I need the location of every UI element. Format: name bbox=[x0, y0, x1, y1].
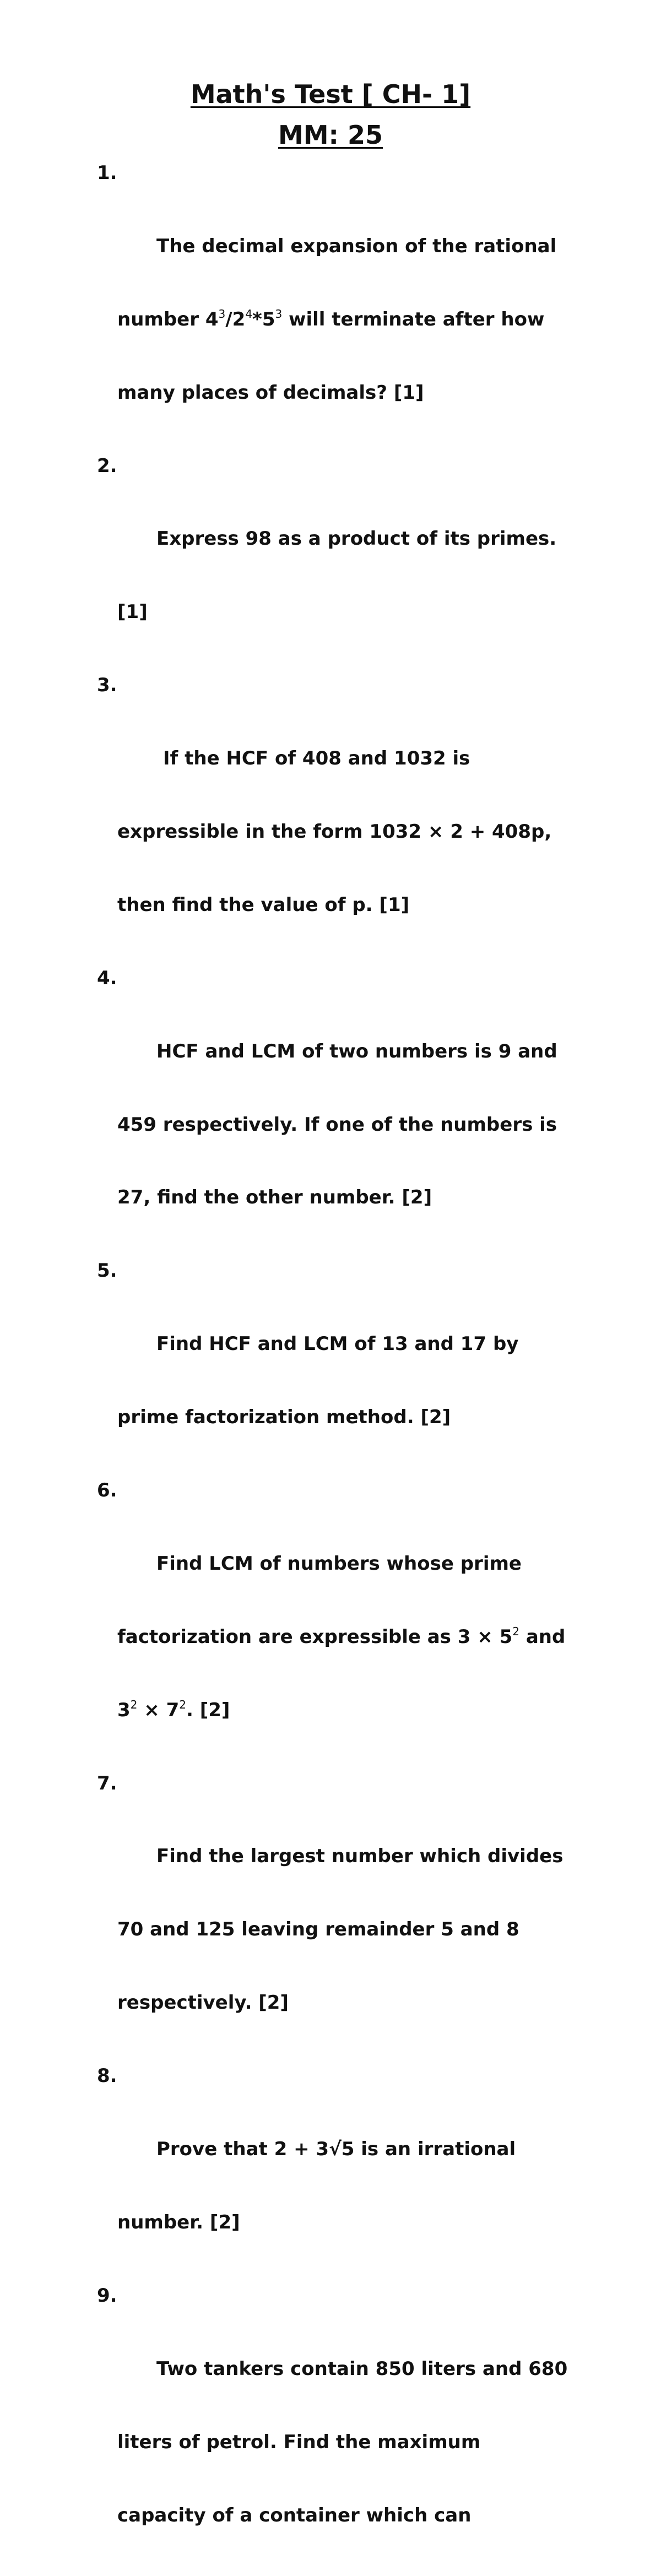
question-text-line: 27, find the other number. [2] bbox=[117, 1186, 432, 1209]
question-item bbox=[97, 1259, 593, 1478]
question-text-line: Find LCM of numbers whose prime bbox=[156, 1552, 522, 1575]
question-number: 8. bbox=[97, 2065, 117, 2087]
question-number: 9. bbox=[97, 2284, 117, 2307]
exponent: 4 bbox=[245, 307, 253, 321]
question-item bbox=[97, 2284, 593, 2576]
question-text-line: Two tankers contain 850 liters and 680 bbox=[156, 2357, 568, 2380]
question-text-line: HCF and LCM of two numbers is 9 and bbox=[156, 1040, 557, 1062]
exponent: 2 bbox=[179, 1698, 186, 1711]
question-text-line: prime factorization method. [2] bbox=[117, 1406, 451, 1429]
question-text-line: then find the value of p. [1] bbox=[117, 893, 410, 916]
max-marks-heading: MM: 25 bbox=[278, 120, 383, 150]
question-text-line: many places of decimals? [1] bbox=[117, 381, 424, 404]
question-text-line: liters of petrol. Find the maximum bbox=[117, 2431, 481, 2453]
exponent: 3 bbox=[275, 307, 283, 321]
question-text-line: [1] bbox=[117, 601, 148, 623]
question-list bbox=[97, 161, 593, 2576]
question-text-line: Find the largest number which divides bbox=[156, 1845, 564, 1868]
question-number: 2. bbox=[97, 454, 117, 477]
question-number: 1. bbox=[97, 162, 117, 184]
question-text-line bbox=[117, 1698, 593, 1722]
question-number: 6. bbox=[97, 1479, 117, 1502]
exponent: 3 bbox=[218, 307, 226, 321]
question-item bbox=[97, 1771, 593, 2064]
exponent: 2 bbox=[512, 1624, 519, 1638]
question-text-line bbox=[117, 1625, 593, 1649]
question-text-line bbox=[117, 307, 593, 332]
question-text-line: 70 and 125 leaving remainder 5 and 8 bbox=[117, 1918, 519, 1941]
question-text: × 7 bbox=[137, 1699, 180, 1721]
question-text-line: 459 respectively. If one of the numbers is bbox=[117, 1113, 557, 1136]
question-text-line: Express 98 as a product of its primes. bbox=[156, 528, 557, 550]
question-text-line: capacity of a container which can bbox=[117, 2504, 472, 2526]
question-text-line: respectively. [2] bbox=[117, 1992, 289, 2014]
question-text: *5 bbox=[252, 308, 275, 330]
question-text-line: The decimal expansion of the rational bbox=[156, 235, 557, 257]
question-text: . [2] bbox=[186, 1699, 230, 1721]
question-number: 4. bbox=[97, 967, 117, 989]
exponent: 2 bbox=[130, 1698, 138, 1711]
question-text: factorization are expressible as 3 × 5 bbox=[117, 1625, 513, 1648]
question-text-line: expressible in the form 1032 × 2 + 408p, bbox=[117, 821, 552, 843]
question-item bbox=[97, 2064, 593, 2284]
question-text: /2 bbox=[225, 308, 246, 330]
question-number: 3. bbox=[97, 674, 117, 697]
question-item bbox=[97, 1478, 593, 1771]
question-item bbox=[97, 161, 593, 454]
question-text-line: number. [2] bbox=[117, 2211, 240, 2233]
question-text: will terminate after how bbox=[282, 308, 545, 330]
question-text-line: Find HCF and LCM of 13 and 17 by bbox=[156, 1333, 519, 1355]
question-text: 3 bbox=[117, 1699, 131, 1721]
question-item bbox=[97, 673, 593, 966]
test-title: Math's Test [ CH- 1] bbox=[190, 79, 471, 109]
question-text: and bbox=[519, 1625, 566, 1648]
question-text-line: Prove that 2 + 3√5 is an irrational bbox=[156, 2138, 516, 2161]
question-text-line: If the HCF of 408 and 1032 is bbox=[156, 747, 470, 770]
question-item bbox=[97, 454, 593, 674]
question-number: 5. bbox=[97, 1260, 117, 1282]
question-number: 7. bbox=[97, 1772, 117, 1794]
question-text: number 4 bbox=[117, 308, 219, 330]
question-item bbox=[97, 966, 593, 1259]
